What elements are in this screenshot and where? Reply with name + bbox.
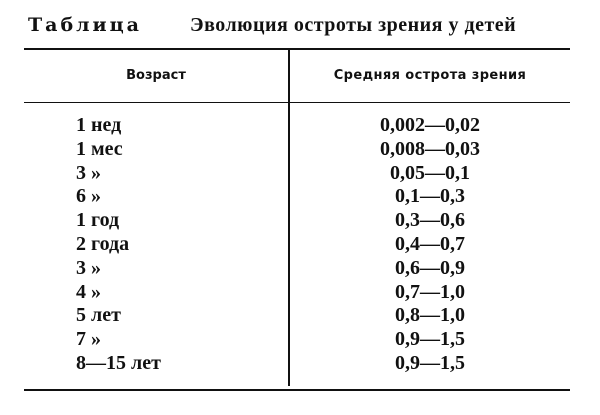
header-age: Возраст (126, 68, 186, 83)
header-acuity: Средняя острота зрения (333, 68, 527, 83)
table-caption (28, 14, 548, 44)
acuity-cell: 0,9—1,5 (395, 351, 465, 374)
table-row (24, 352, 570, 376)
age-cell: 1 год (76, 209, 120, 232)
table-row (24, 209, 570, 233)
acuity-cell: 0,6—0,9 (395, 256, 465, 279)
acuity-cell: 0,008—0,03 (380, 137, 480, 160)
table-row (24, 281, 570, 305)
acuity-cell: 0,8—1,0 (395, 304, 465, 327)
top-rule (24, 48, 570, 50)
table-row (24, 138, 570, 162)
age-cell: 1 мес (76, 137, 123, 160)
age-cell: 3 » (76, 161, 101, 184)
acuity-cell: 0,7—1,0 (395, 280, 465, 303)
table-row (24, 114, 570, 138)
acuity-cell: 0,9—1,5 (395, 328, 465, 351)
age-cell: 7 » (76, 328, 101, 351)
table-title: Эволюция остроты зрения у детей (190, 14, 517, 36)
table-row (24, 304, 570, 328)
age-cell: 3 » (76, 256, 101, 279)
caption-label: Таблица (28, 14, 142, 36)
age-cell: 6 » (76, 185, 101, 208)
bottom-rule (24, 389, 570, 391)
age-cell: 1 нед (76, 114, 122, 136)
age-cell: 4 » (76, 280, 101, 303)
age-cell: 2 года (76, 232, 130, 255)
age-cell: 5 лет (76, 304, 121, 327)
acuity-cell: 0,002—0,02 (380, 114, 480, 136)
header-rule (24, 102, 570, 103)
table-row (24, 257, 570, 281)
age-cell: 8—15 лет (76, 351, 161, 374)
acuity-cell: 0,05—0,1 (390, 161, 470, 184)
acuity-cell: 0,1—0,3 (395, 185, 465, 208)
table-row (24, 328, 570, 352)
acuity-cell: 0,4—0,7 (395, 232, 465, 255)
table-row (24, 162, 570, 186)
table-row (24, 185, 570, 209)
acuity-cell: 0,3—0,6 (395, 209, 465, 232)
table-row (24, 233, 570, 257)
table-body (24, 114, 570, 376)
